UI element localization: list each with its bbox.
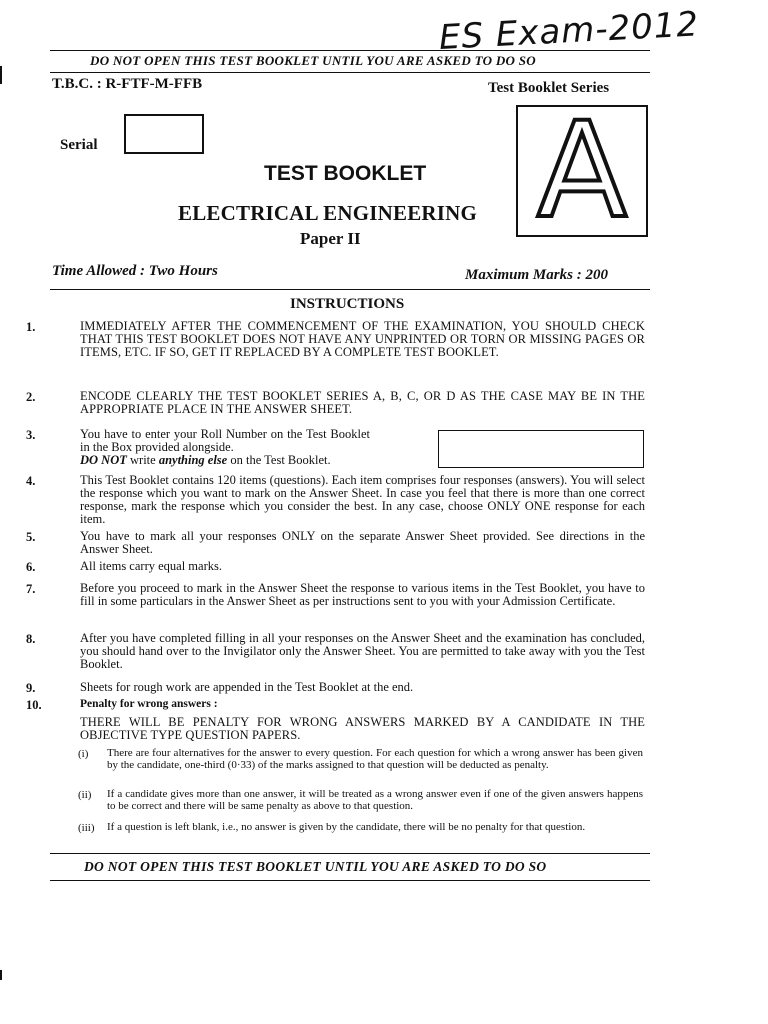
instruction-text: All items carry equal marks. — [80, 559, 222, 573]
instruction-text-part: You have to enter your Roll Number on the Test Booklet in the Box provided alongside. — [80, 427, 370, 454]
penalty-heading: Penalty for wrong answers : — [80, 698, 218, 710]
penalty-item-number: (iii) — [78, 822, 95, 834]
tbc-code: T.B.C. : R-FTF-M-FFB — [52, 76, 203, 92]
serial-box — [124, 114, 204, 154]
maximum-marks: Maximum Marks : 200 — [465, 267, 608, 283]
paper-title: Paper II — [300, 229, 361, 248]
warning-bottom: DO NOT OPEN THIS TEST BOOKLET UNTIL YOU ARE ASKED TO DO SO — [84, 859, 547, 874]
subject-title: ELECTRICAL ENGINEERING — [178, 201, 478, 225]
instruction-number: 2. — [26, 390, 36, 404]
test-booklet-series-label: Test Booklet Series — [488, 80, 610, 96]
scan-edge-mark — [0, 66, 2, 84]
handwritten-note: ES Exam-2012 — [438, 4, 700, 58]
instruction-text-part: on the Test Booklet. — [227, 453, 331, 467]
instruction-number: 1. — [26, 320, 36, 334]
series-letter: A — [536, 94, 628, 248]
instruction-number: 7. — [26, 582, 36, 596]
series-box — [516, 94, 648, 248]
instruction-text: You have to mark all your responses ONLY on the separate Answer Sheet provided. See directions in the Answer Sheet. — [80, 529, 645, 556]
bottom-rule-2 — [50, 880, 650, 881]
scan-edge-mark — [0, 970, 2, 980]
instruction-number: 9. — [26, 681, 36, 695]
instruction-text: IMMEDIATELY AFTER THE COMMENCEMENT OF THE EXAMINATION, YOU SHOULD CHECK THAT THIS TEST BOOKLET DOES NOT HAVE ANY UNPRINTED OR TORN OR MISSING PAGES OR ITEMS, ETC. IF SO, GET IT REPLACED BY A COMPLETE TEST BOOKLET. — [80, 319, 645, 359]
instruction-number: 3. — [26, 428, 36, 442]
top-rule-2 — [50, 72, 650, 73]
booklet-title: TEST BOOKLET — [264, 162, 427, 185]
instruction-text-part: write — [126, 453, 159, 467]
instructions-heading: INSTRUCTIONS — [290, 296, 405, 312]
instruction-number: 8. — [26, 632, 36, 646]
penalty-item-number: (ii) — [78, 789, 92, 801]
time-allowed: Time Allowed : Two Hours — [52, 263, 218, 279]
instruction-text: ENCODE CLEARLY THE TEST BOOKLET SERIES A, B, C, OR D AS THE CASE MAY BE IN THE APPROPRIATE PLACE IN THE ANSWER SHEET. — [80, 389, 645, 416]
instruction-text: After you have completed filling in all your responses on the Answer Sheet and the examination has concluded, you should hand over to the Invigilator only the Answer Sheet. You are permitted to take away with you the Test Booklet. — [80, 631, 645, 671]
penalty-item-number: (i) — [78, 748, 89, 760]
instruction-number: 6. — [26, 560, 36, 574]
instruction-number: 10. — [26, 698, 42, 712]
penalty-item-text: If a candidate gives more than one answer, it will be treated as a wrong answer even if one of the given answers happens to be correct and there will be same penalty as above to that question. — [107, 788, 643, 812]
section-rule — [50, 289, 650, 290]
instruction-number: 4. — [26, 474, 36, 488]
instruction-text: Before you proceed to mark in the Answer Sheet the response to various items in the Test Booklet, you have to fill in some particulars in the Answer Sheet as per instructions sent to you with your Admission Certificate. — [80, 581, 645, 608]
instruction-text: THERE WILL BE PENALTY FOR WRONG ANSWERS MARKED BY A CANDIDATE IN THE OBJECTIVE TYPE QUESTION PAPERS. — [80, 715, 645, 742]
instruction-text: This Test Booklet contains 120 items (questions). Each item comprises four responses (answers). You will select the response which you want to mark on the Answer Sheet. In case you feel that there is more than one correct response, mark the response which you consider the best. In any case, choose ONLY ONE response for each item. — [80, 473, 645, 526]
penalty-item-text: If a question is left blank, i.e., no answer is given by the candidate, there will be no penalty for that question. — [107, 821, 586, 833]
penalty-item-text: There are four alternatives for the answer to every question. For each question for which a wrong answer has been given by the candidate, one-third (0·33) of the marks assigned to that question will be deducted as penalty. — [107, 747, 643, 771]
roll-number-box[interactable] — [438, 430, 644, 468]
instruction-text: Sheets for rough work are appended in the Test Booklet at the end. — [80, 680, 414, 694]
top-rule — [50, 50, 650, 51]
instruction-emphasis: anything else — [158, 453, 228, 467]
warning-top: DO NOT OPEN THIS TEST BOOKLET UNTIL YOU ARE ASKED TO DO SO — [90, 53, 536, 68]
instruction-number: 5. — [26, 530, 36, 544]
serial-label: Serial — [60, 137, 98, 153]
bottom-rule — [50, 853, 650, 854]
instruction-emphasis: DO NOT — [80, 453, 127, 467]
instruction-text — [80, 428, 370, 467]
